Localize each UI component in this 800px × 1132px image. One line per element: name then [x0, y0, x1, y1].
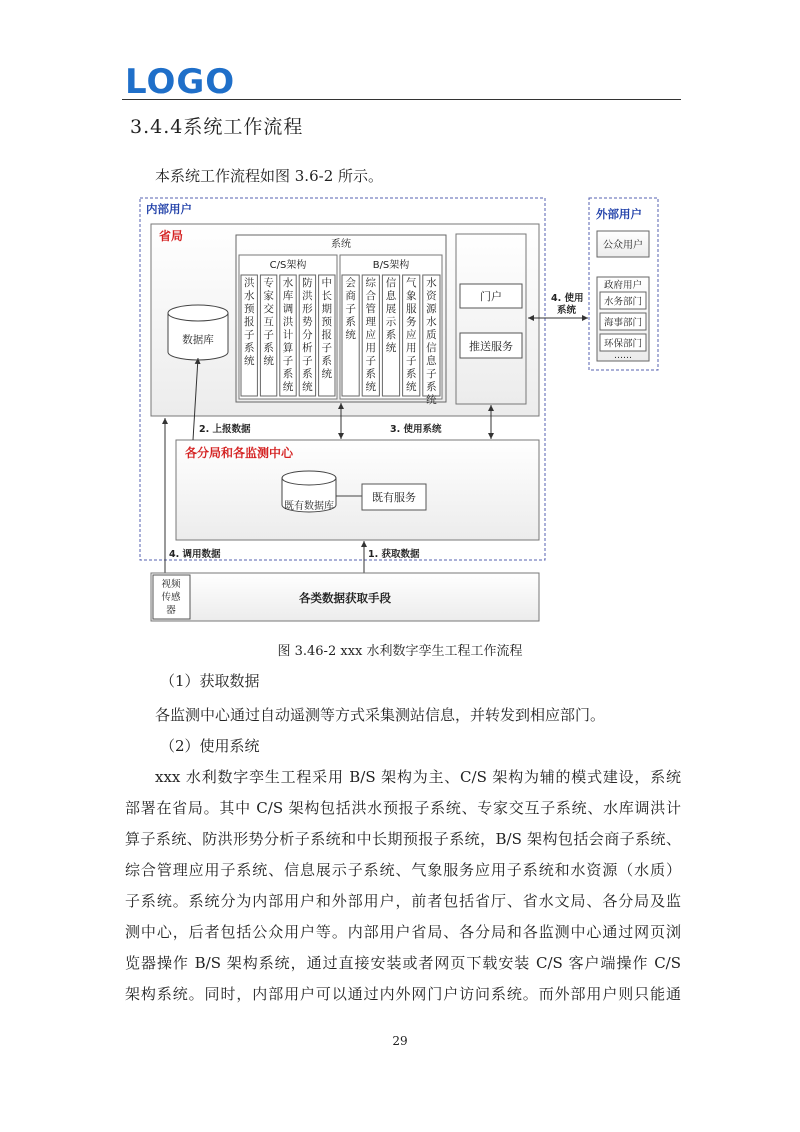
module-label: 信息展示系统: [385, 277, 397, 354]
gov-department-label: 环保部门: [603, 338, 643, 350]
gov-departments: [600, 292, 646, 351]
intro-text: 本系统工作流程如图 3.6-2 所示。: [155, 167, 384, 185]
existing-db-label: 既有数据库: [284, 501, 334, 512]
module-label: 水库调洪计算子系统: [282, 277, 294, 393]
logo: LOGO: [125, 62, 236, 102]
body-line: 综合管理应用子系统、信息展示子系统、气象服务应用子系统和水资源（水质）: [125, 861, 681, 879]
gov-department-label: 水务部门: [603, 296, 643, 308]
cs-modules: [241, 275, 335, 396]
item1-text: 各监测中心通过自动遥测等方式采集测站信息，并转发到相应部门。: [155, 706, 606, 724]
video-sensor-label: 视频传感器: [161, 579, 181, 616]
module-label: 会商子系统: [345, 277, 356, 341]
existing-services-label: 既有服务: [372, 491, 416, 504]
gov-user-label: 政府用户: [603, 280, 643, 291]
portal-label: 门户: [480, 290, 502, 303]
module-label: 气象服务应用子系统: [405, 277, 417, 393]
database-label: 数据库: [182, 334, 214, 346]
body-line: 算子系统、防洪形势分析子系统和中长期预报子系统，B/S 架构包括会商子系统、: [125, 830, 681, 848]
database-cylinder: [168, 305, 228, 360]
item2-title: （2）使用系统: [160, 737, 260, 755]
item1-title: （1）获取数据: [160, 672, 260, 690]
module-label: 洪水预报子系统: [243, 277, 255, 367]
figure-caption: 图 3.46-2 xxx 水利数字孪生工程工作流程: [277, 644, 523, 659]
use-system-3-label: 3. 使用系统: [390, 424, 442, 435]
public-user-label: 公众用户: [603, 240, 643, 251]
page-number: 29: [392, 1034, 408, 1048]
bs-architecture-title: B/S架构: [372, 260, 410, 271]
portal-service-box: [456, 234, 526, 404]
internal-users-label: 内部用户: [146, 202, 192, 216]
body-line: 子系统。系统分为内部用户和外部用户，前者包括省厅、省水文局、各分局及监: [125, 892, 681, 910]
external-users-label: 外部用户: [596, 207, 642, 221]
module-label: 中长期预报子系统: [321, 277, 333, 380]
module-label: 综合管理应用子系统: [365, 277, 377, 393]
push-service-label: 推送服务: [469, 340, 513, 353]
data-acquisition-label: 各类数据获取手段: [299, 591, 391, 605]
body-line: 部署在省局。其中 C/S 架构包括洪水预报子系统、专家交互子系统、水库调洪计: [125, 799, 681, 817]
get-data-label: 1. 获取数据: [368, 549, 420, 560]
existing-db-cylinder: [282, 471, 336, 512]
provincial-bureau-label: 省局: [159, 229, 184, 243]
branch-centers-label: 各分局和各监测中心: [185, 446, 294, 460]
cs-architecture-title: C/S架构: [269, 260, 307, 271]
report-data-label: 2. 上报数据: [199, 424, 251, 435]
body-line: 览器操作 B/S 架构系统，通过直接安装或者网页下载安装 C/S 客户端操作 C/S: [125, 954, 681, 972]
bs-modules: [342, 275, 440, 406]
system-title: 系统: [331, 239, 351, 250]
module-label: 防洪形势分析子系统: [302, 277, 313, 393]
section-heading: 3.4.4系统工作流程: [130, 116, 304, 138]
use-system-4-label: 4. 使用系统: [551, 293, 584, 316]
gov-department-label: 海事部门: [603, 317, 643, 329]
module-label: 专家交互子系统: [263, 277, 274, 367]
call-data-label: 4. 调用数据: [169, 549, 221, 560]
gov-more-label: ……: [614, 351, 632, 361]
body-line: 架构系统。同时，内部用户可以通过内外网门户访问系统。而外部用户则只能通: [125, 985, 681, 1003]
body-line: xxx 水利数字孪生工程采用 B/S 架构为主、C/S 架构为辅的模式建设，系统: [155, 768, 681, 786]
module-label: 水资源水质信息子系统: [426, 277, 437, 406]
body-line: 测中心，后者包括公众用户等。内部用户省局、各分局和各监测中心通过网页浏: [125, 923, 681, 941]
